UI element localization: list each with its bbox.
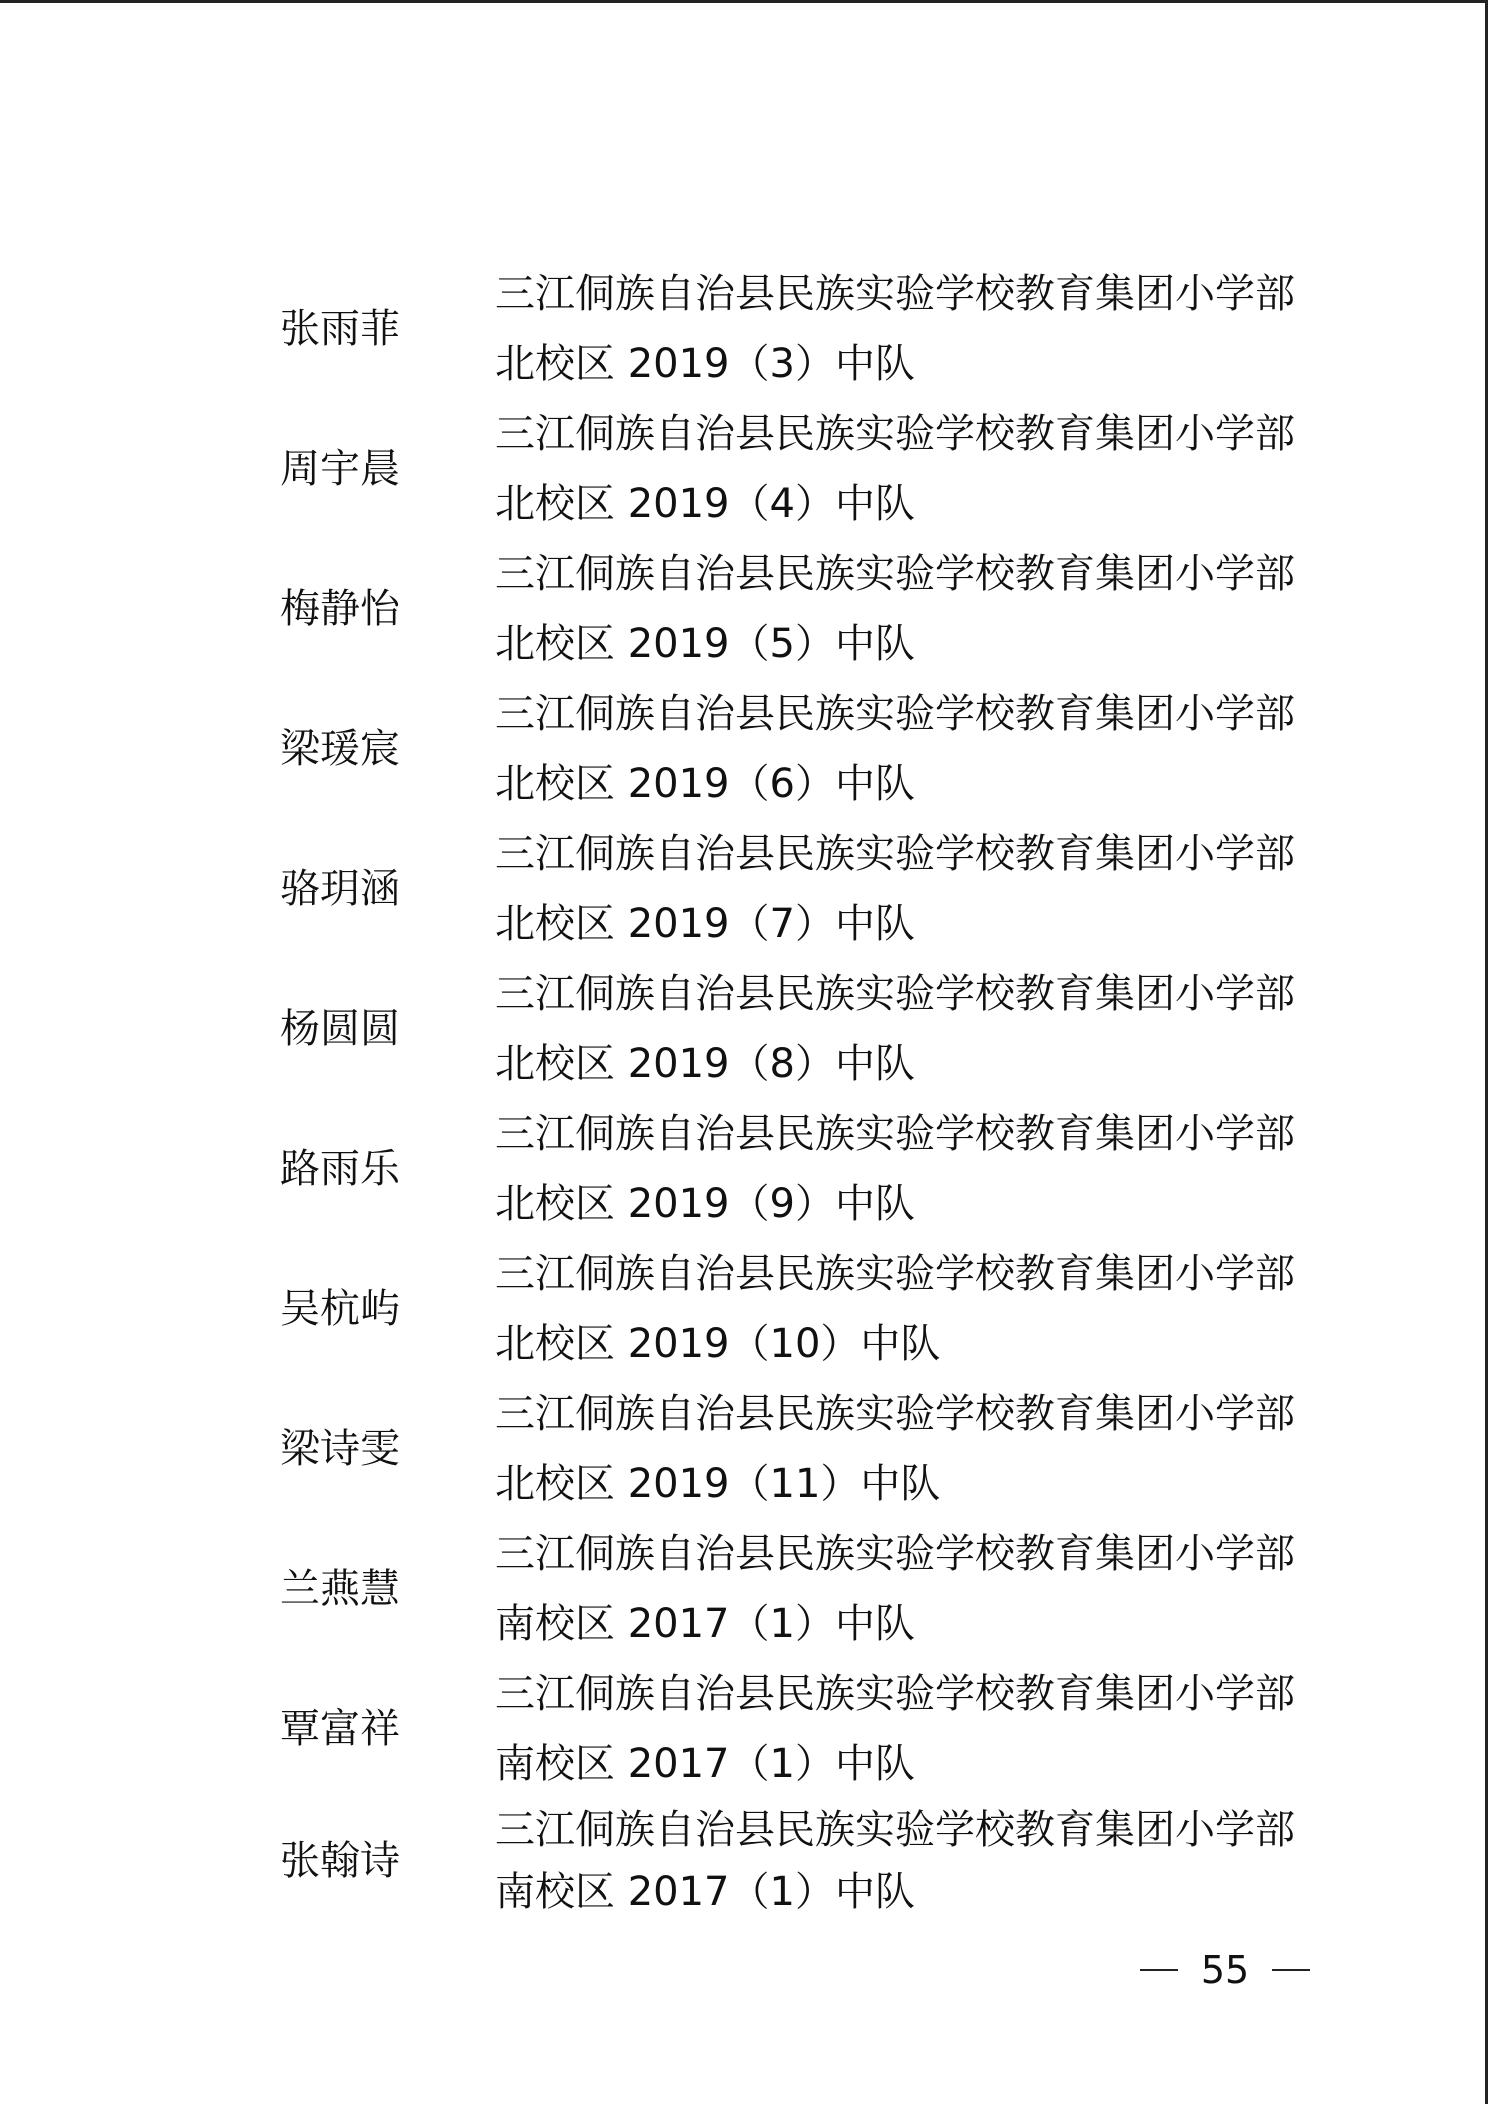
person-name: 吴杭屿: [280, 1286, 400, 1332]
list-item: [0, 259, 1488, 399]
list-item: [0, 1239, 1488, 1379]
person-name: 梁瑗宸: [280, 726, 400, 772]
unit-name: [495, 1799, 1395, 1923]
unit-line-squad: 北校区 2019（7）中队: [495, 901, 915, 947]
unit-line-squad: 北校区 2019（4）中队: [495, 481, 915, 527]
unit-line-school: 三江侗族自治县民族实验学校教育集团小学部: [495, 1671, 1295, 1717]
person-name: 路雨乐: [280, 1146, 400, 1192]
unit-line-school: 三江侗族自治县民族实验学校教育集团小学部: [495, 1807, 1295, 1853]
unit-name: [495, 959, 1395, 1099]
unit-line-squad: 北校区 2019（5）中队: [495, 621, 915, 667]
person-name: 骆玥涵: [280, 866, 400, 912]
unit-name: [495, 539, 1395, 679]
person-name: 张雨菲: [280, 306, 400, 352]
list-item: [0, 1099, 1488, 1239]
unit-line-squad: 南校区 2017（1）中队: [495, 1741, 915, 1787]
unit-line-squad: 南校区 2017（1）中队: [495, 1601, 915, 1647]
unit-name: [495, 1519, 1395, 1659]
list-item: [0, 1379, 1488, 1519]
unit-line-school: 三江侗族自治县民族实验学校教育集团小学部: [495, 1531, 1295, 1577]
unit-line-school: 三江侗族自治县民族实验学校教育集团小学部: [495, 271, 1295, 317]
unit-name: [495, 819, 1395, 959]
unit-name: [495, 679, 1395, 819]
unit-line-school: 三江侗族自治县民族实验学校教育集团小学部: [495, 1391, 1295, 1437]
unit-line-squad: 北校区 2019（8）中队: [495, 1041, 915, 1087]
list-item: [0, 1799, 1488, 1923]
unit-line-school: 三江侗族自治县民族实验学校教育集团小学部: [495, 691, 1295, 737]
unit-name: [495, 259, 1395, 399]
unit-line-squad: 北校区 2019（11）中队: [495, 1461, 941, 1507]
right-dash: [1272, 1969, 1310, 1971]
unit-name: [495, 1659, 1395, 1799]
unit-line-school: 三江侗族自治县民族实验学校教育集团小学部: [495, 1251, 1295, 1297]
person-name: 梅静怡: [280, 586, 400, 632]
unit-line-squad: 南校区 2017（1）中队: [495, 1869, 915, 1915]
left-dash: [1140, 1969, 1178, 1971]
unit-name: [495, 1099, 1395, 1239]
person-name: 覃富祥: [280, 1706, 400, 1752]
unit-name: [495, 399, 1395, 539]
unit-line-squad: 北校区 2019（3）中队: [495, 341, 915, 387]
honoree-list: [0, 259, 1488, 1923]
person-name: 张翰诗: [280, 1838, 400, 1884]
unit-line-squad: 北校区 2019（6）中队: [495, 761, 915, 807]
list-item: [0, 679, 1488, 819]
person-name: 兰燕慧: [280, 1566, 400, 1612]
list-item: [0, 399, 1488, 539]
unit-line-school: 三江侗族自治县民族实验学校教育集团小学部: [495, 831, 1295, 877]
unit-line-squad: 北校区 2019（10）中队: [495, 1321, 941, 1367]
list-item: [0, 1659, 1488, 1799]
top-border-line: [0, 0, 1488, 3]
person-name: 梁诗雯: [280, 1426, 400, 1472]
list-item: [0, 539, 1488, 679]
unit-name: [495, 1239, 1395, 1379]
unit-line-school: 三江侗族自治县民族实验学校教育集团小学部: [495, 1111, 1295, 1157]
page-number-text: 55: [1200, 1948, 1250, 1992]
unit-line-school: 三江侗族自治县民族实验学校教育集团小学部: [495, 551, 1295, 597]
unit-line-school: 三江侗族自治县民族实验学校教育集团小学部: [495, 971, 1295, 1017]
list-item: [0, 959, 1488, 1099]
unit-name: [495, 1379, 1395, 1519]
person-name: 周宇晨: [280, 446, 400, 492]
list-item: [0, 819, 1488, 959]
page-number: [1140, 1940, 1310, 2000]
unit-line-squad: 北校区 2019（9）中队: [495, 1181, 915, 1227]
unit-line-school: 三江侗族自治县民族实验学校教育集团小学部: [495, 411, 1295, 457]
person-name: 杨圆圆: [280, 1006, 400, 1052]
list-item: [0, 1519, 1488, 1659]
